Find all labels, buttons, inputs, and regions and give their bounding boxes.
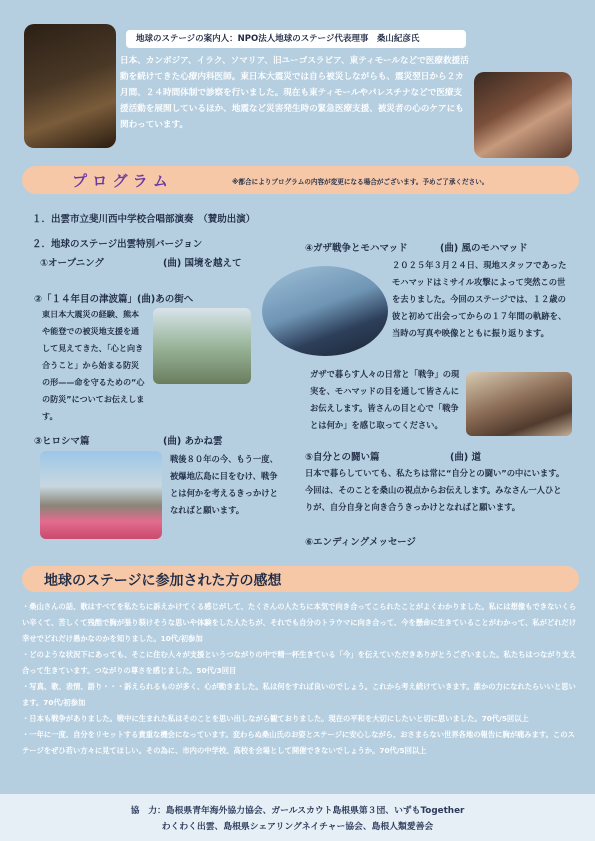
mohammad-photo: [262, 266, 388, 356]
program-item-1: １．出雲市立斐川西中学校合唱部演奏 （賛助出演）: [32, 214, 256, 225]
guide-label: 地球のステージの案内人：NPO法人地球のステージ代表理事 桑山紀彦氏: [126, 30, 466, 48]
impression-item: ・桑山さんの話、歌はすべてを私たちに訴えかけてくる感じがして、たくさんの人たちに本気で向き合ってこられたことがよくわかりました。私には想像もできないくらい辛くて、苦しくて残酷で胸が張り裂けそうな思いや体験をした人たちが、それでも自分のトラウマに向き合って、今を懸命に生きていることがわかって、私がどれだけ幸せでどれだけ愚かなのかを知りました。10代/初参加: [22, 602, 577, 643]
section-ending-title: ⑥エンディングメッセージ: [305, 537, 416, 548]
impressions-title: 地球のステージに参加された方の感想: [44, 573, 282, 589]
section-gaza-song: (曲) 風のモハマッド: [440, 243, 528, 254]
section-tsunami-text: 東日本大震災の経験、熊本や能登での被災地支援を通して見えてきた、「心と向き合うこと」から始まる防災の形——命を守るための“心の防災”についてお伝えします。: [42, 309, 145, 421]
section-hiroshima-title: ③ヒロシマ篇: [34, 436, 90, 447]
program-item-2: ２．地球のステージ出雲特別バージョン: [32, 239, 203, 250]
impression-item: ・日本も戦争がありました。戦中に生まれた私はそのことを思い出しながら観ておりました。現在の平和を大切にしたいと切に思いました。70代/5回以上: [22, 714, 529, 723]
section-self-text: 日本で暮らしていても、私たちは常に“自分との闘い”の中にいます。今回は、そのことを桑山の視点からお伝えします。みなさん一人ひとりが、自分自身と向き合うきっかけとなればと願います。: [305, 468, 565, 512]
atomic-dome-photo: [40, 451, 162, 539]
impression-item: ・一年に一度、自分をリセットする貴重な機会になっています。変わらぬ桑山氏のお姿とステージに安心しながら、おさまらない世界各地の報告に胸が痛みます。このステージをぜひ若い方々に見てほしい。その為に、市内の中学校、高校を会場として開催できないでしょうか。70代/5回以上: [22, 730, 575, 755]
section-self-title: ⑤自分との闘い篇: [305, 452, 380, 463]
program-note: ※都合によりプログラムの内容が変更になる場合がございます。予めご了承ください。: [232, 178, 489, 186]
guide-intro: 日本、カンボジア、イラク、ソマリア、旧ユーゴスラビア、東ティモールなどで医療救援活動を続けてきた心療内科医師。東日本大震災では自ら被災しながらも、震災翌日から２カ月間、２４時間体制で診察を行いました。現在も東ティモールやパレスチナなどで医療支援活動を展開しているほか、地震など災害発生時の緊急医療支援、被災者の心のケアにも関わっています。: [120, 56, 469, 130]
impression-item: ・写真、歌、表情、語り・・・訴えられるものが多く、心が動きました。私は何をすれば良いのでしょう。これから考え続けていきます。誰かの力になれたらいいと思います。70代/初参加: [22, 682, 576, 707]
guide-photo: [24, 24, 116, 148]
impressions-list: [22, 599, 577, 759]
section-tsunami-title: ②「１４年目の津波篇」(曲)あの街へ: [34, 294, 194, 305]
gaza-crowd-photo: [466, 372, 572, 436]
footer-line-1: 協 力：島根県青年海外協力協会、ガールスカウト島根県第３団、いずもTogether: [130, 806, 465, 816]
child-photo: [474, 72, 572, 158]
impression-item: ・どのような状況下にあっても、そこに住む人々が支援というつながりの中で精一杯生きている「今」を伝えていただきありがとうございました。私たちはつながり支え合って生きています。つながりの尊さを感じました。50代/3回目: [22, 650, 577, 675]
footer-line-2: わくわく出雲、島根県シェアリングネイチャー協会、島根人類愛善会: [161, 822, 434, 832]
section-gaza-text-2: ガザで暮らす人々の日常と「戦争」の現実を、モハマッドの目を通して皆さんにお伝えします。皆さんの目と心で「戦争とは何か」を感じ取ってください。: [310, 369, 460, 430]
tsunami-photo: [153, 308, 251, 384]
section-self-song: (曲) 道: [450, 452, 481, 463]
section-hiroshima-song: (曲) あかね雲: [163, 436, 223, 447]
program-title: プ ロ グ ラ ム: [72, 172, 168, 190]
section-opening-title: ①オープニング: [40, 258, 104, 269]
section-hiroshima-text: 戦後８０年の今、もう一度、被爆地広島に目をむけ、戦争とは何かを考えるきっかけとなればと願います。: [170, 454, 278, 515]
footer-cooperation: [0, 794, 595, 841]
section-gaza-title: ④ガザ戦争とモハマッド: [305, 243, 408, 254]
section-gaza-text-1: ２０２５年３月２４日、現地スタッフであったモハマッドはミサイル攻撃によって突然この世を去りました。今回のステージでは、１２歳の彼と初めて出会ってからの１７年間の軌跡を、当時の写真や映像とともに振り返ります。: [392, 260, 567, 338]
section-opening-song: (曲) 国境を越えて: [163, 258, 242, 269]
